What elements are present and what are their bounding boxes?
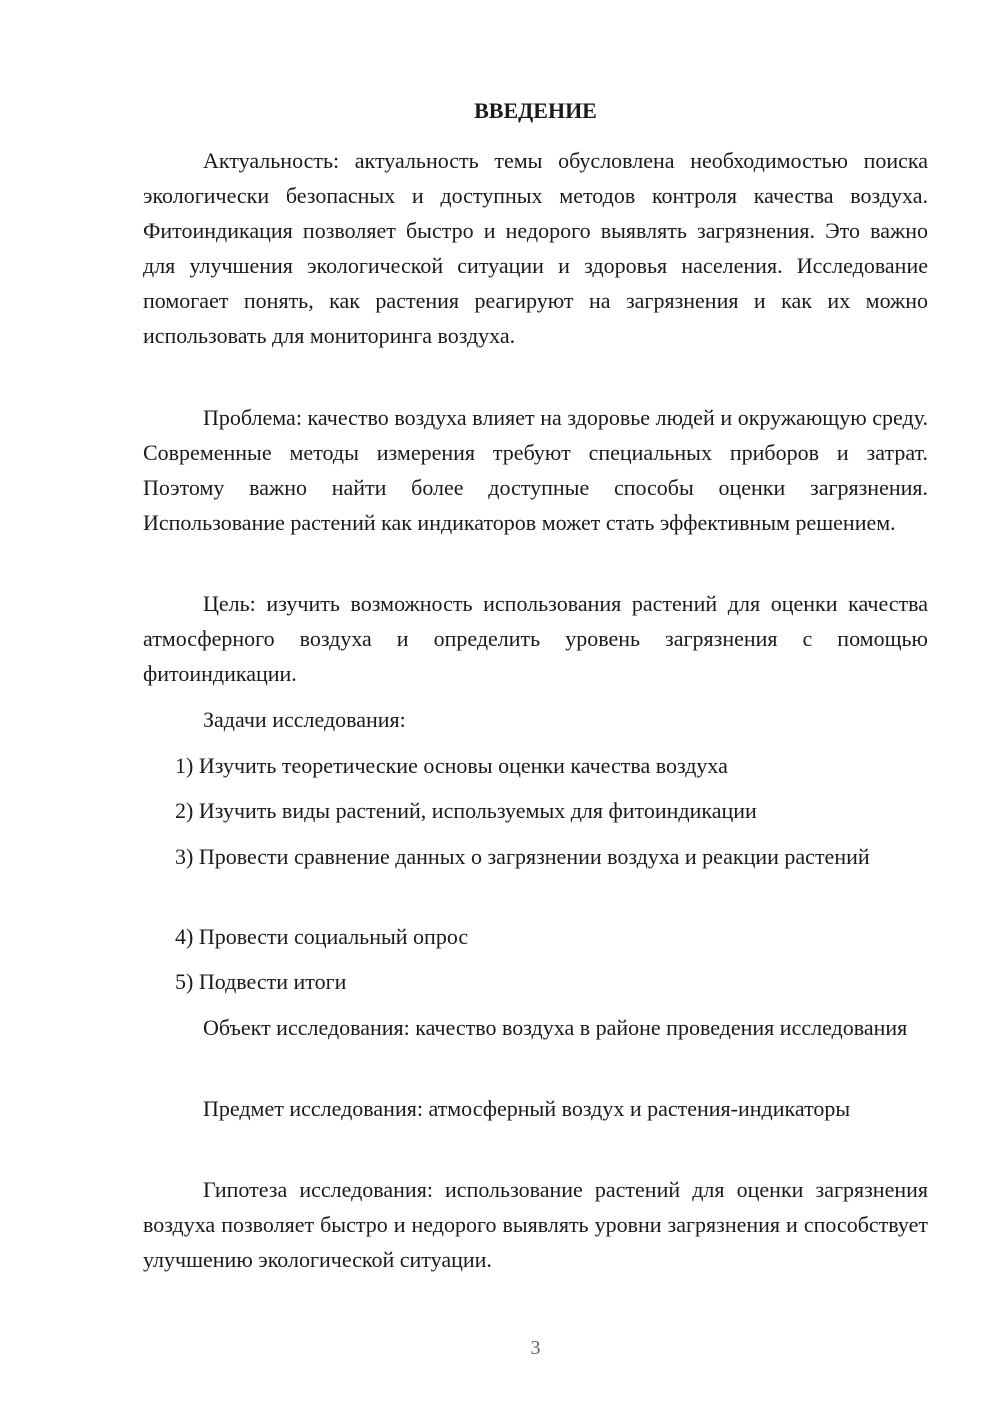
paragraph-problem: Проблема: качество воздуха влияет на здоровье людей и окружающую среду. Современные методы измерения требуют специальных приборов и затрат. Поэтому важно найти более доступные способы оценки загрязнения. Использование растений как индикаторов может стать эффективным решением. — [143, 405, 928, 535]
paragraph-object: Объект исследования: качество воздуха в районе проведения исследования — [203, 1015, 908, 1040]
document-page — [143, 0, 928, 1414]
page-number: 3 — [530, 1337, 541, 1359]
task-item-4: 4) Провести социальный опрос — [175, 924, 469, 949]
paragraph-tasks-heading: Задачи исследования: — [203, 707, 406, 732]
paragraph-hypothesis: Гипотеза исследования: использование растений для оценки загрязнения воздуха позволяет быстро и недорого выявлять уровни загрязнения и способствует улучшению экологической ситуации. — [143, 1177, 928, 1272]
task-item-2: 2) Изучить виды растений, используемых для фитоиндикации — [175, 798, 757, 823]
page-title: ВВЕДЕНИЕ — [474, 98, 597, 123]
paragraph-goal: Цель: изучить возможность использования растений для оценки качества атмосферного воздуха и определить уровень загрязнения с помощью фитоиндикации. — [143, 591, 928, 686]
paragraph-subject: Предмет исследования: атмосферный воздух и растения-индикаторы — [203, 1096, 851, 1121]
paragraph-relevance: Актуальность: актуальность темы обусловлена необходимостью поиска экологически безопасных и доступных методов контроля качества воздуха. Фитоиндикация позволяет быстро и недорого выявлять загрязнения. Это важно для улучшения экологической ситуации и здоровья населения. Исследование помогает понять, как растения реагируют на загрязнения и как их можно использовать для мониторинга воздуха. — [143, 148, 928, 348]
task-item-1: 1) Изучить теоретические основы оценки качества воздуха — [175, 753, 728, 778]
task-item-3: 3) Провести сравнение данных о загрязнении воздуха и реакции растений — [175, 844, 870, 869]
task-item-5: 5) Подвести итоги — [175, 969, 347, 994]
